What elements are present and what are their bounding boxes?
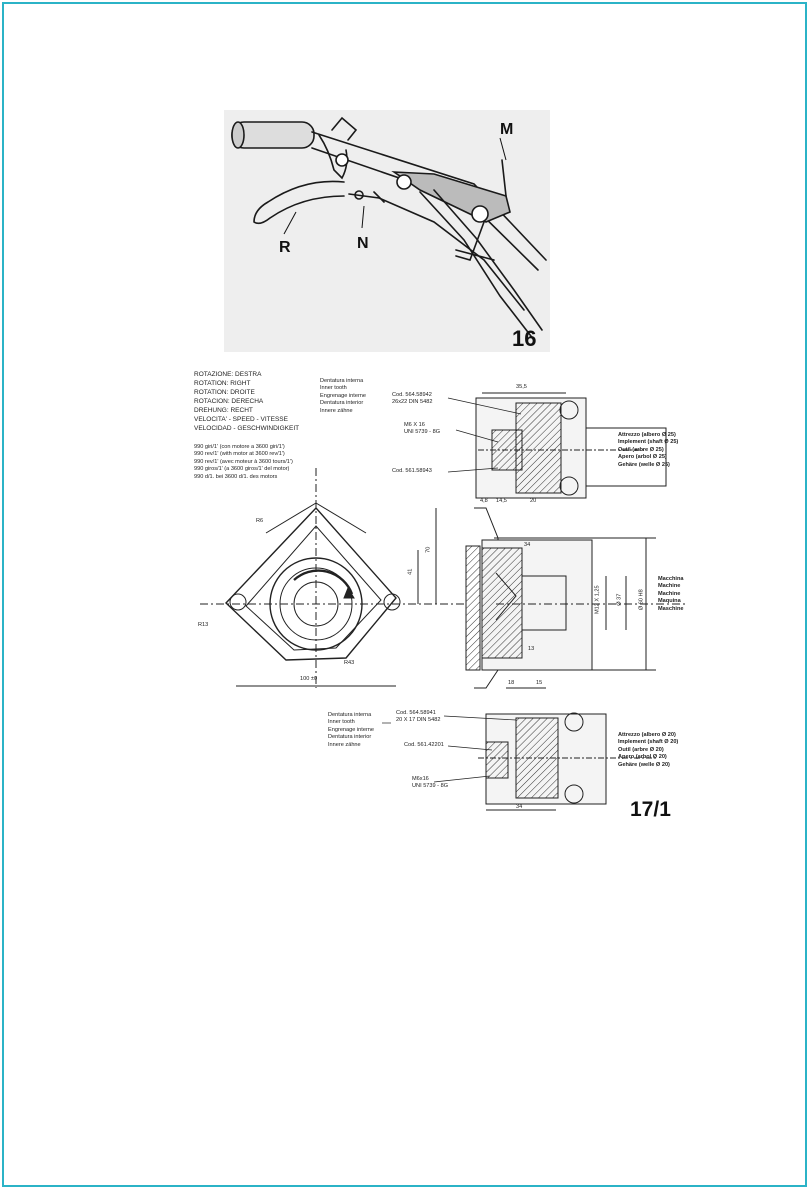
dim-70: 70: [425, 546, 432, 553]
dim-4-8: 4,8: [480, 498, 488, 504]
dim-18: 18: [508, 680, 515, 686]
inner-tooth-line: Inner tooth: [320, 385, 347, 392]
rotation-line: ROTATION: RIGHT: [194, 380, 251, 387]
screw-line: M6 X 16: [404, 422, 425, 428]
dim-r13: R13: [198, 622, 209, 628]
screw-bottom: [412, 776, 448, 791]
speed-title: VELOCIDAD - GESCHWINDIGKEIT: [194, 425, 300, 432]
cod-bottom-2: Cod. 561.42201: [404, 742, 444, 748]
screw-line: M6x16: [412, 776, 429, 782]
implement-line: Outil (arbre Ø 25): [618, 446, 664, 453]
speed-title: VELOCITA' - SPEED - VITESSE: [194, 416, 288, 423]
dim-m12: M12 X 1,25: [594, 585, 601, 615]
implement-line: Outil (arbre Ø 20): [618, 746, 664, 753]
dim-d37: Ø 37: [616, 593, 623, 606]
machine-line: Maschine: [658, 605, 684, 612]
cod-line: Cod. 564.58942: [392, 392, 432, 398]
inner-tooth-line: Inner tooth: [328, 719, 355, 726]
rotation-line: ROTATION: DROITE: [194, 389, 255, 396]
inner-tooth-line: Dentatura interna: [328, 712, 372, 718]
machine-line: Macchina: [658, 576, 684, 582]
implement-line: Gehäre (welle Ø 25): [618, 461, 670, 468]
screw-line: UNI 5739 - 8G: [412, 783, 449, 790]
dim-d60: Ø 60 H8: [638, 589, 645, 611]
machine-label: [658, 576, 684, 613]
speed-list: [194, 444, 293, 481]
dim-34-bottom: 34: [516, 804, 523, 810]
dim-35-5: 35,5: [516, 384, 527, 390]
machine-line: Machine: [658, 590, 681, 597]
implement-line: Gehäre (welle Ø 20): [618, 761, 670, 768]
inner-tooth-line: Innere zähne: [328, 741, 361, 748]
dim-r6: R6: [256, 518, 264, 524]
inner-tooth-line: Engrenage interne: [320, 392, 367, 399]
figure-16: [224, 110, 550, 352]
label-r: R: [279, 239, 291, 256]
inner-tooth-bottom: [328, 712, 374, 749]
machine-line: Maquina: [658, 598, 681, 605]
speed-line: 990 rev/1' (with motor at 3600 rev/1'): [194, 451, 285, 458]
speed-line: 990 rev/1' (avec moteur à 3600 tours/1'): [194, 458, 293, 465]
cod-bottom: [396, 710, 440, 725]
inner-tooth-line: Dentatura interior: [320, 400, 364, 407]
inner-tooth-line: Engrenage interne: [328, 726, 375, 733]
label-m: M: [500, 121, 514, 138]
cod-top-2: Cod. 561.58943: [392, 468, 432, 474]
inner-tooth-line: Dentatura interna: [320, 378, 364, 384]
dim-20: 20: [530, 498, 537, 504]
dim-r43: R43: [344, 660, 355, 666]
speed-line: 990 giros/1' (a 3600 giros/1' del motor): [194, 466, 290, 473]
screw-line: UNI 5739 - 8G: [404, 429, 441, 436]
dim-41: 41: [407, 568, 414, 575]
handlebar-lever-drawing: [224, 110, 550, 352]
implement-line: Implement (shaft Ø 20): [618, 739, 679, 746]
speed-line: 990 d/1. bei 3600 d/1. des motors: [194, 473, 278, 480]
cod-line: 26x22 DIN 5482: [392, 399, 433, 406]
implement-line: Apero (arbol Ø 20): [618, 754, 667, 761]
inner-tooth-line: Dentatura interior: [328, 734, 372, 741]
speed-line: 990 giri/1' (con motore a 3600 giri/1'): [194, 444, 285, 450]
implement-line: Apero (arbol Ø 25): [618, 454, 667, 461]
screw-top: [404, 422, 440, 437]
figure-17-1: [186, 358, 696, 828]
dim-34-top: 34: [524, 542, 531, 548]
implement-line: Implement (shaft Ø 25): [618, 439, 679, 446]
dim-13: 13: [528, 646, 535, 652]
dim-100: 100 ±0: [300, 676, 318, 682]
cod-top: [392, 392, 432, 407]
figure-16-number: 16: [512, 326, 537, 351]
implement-bottom: [618, 732, 678, 769]
figure-17-number: 17/1: [630, 798, 671, 821]
dim-14-5: 14,5: [496, 498, 507, 504]
cod-line: 20 X 17 DIN 5482: [396, 717, 441, 724]
implement-line: Attrezzo (albero Ø 20): [618, 732, 676, 738]
rotation-line: DREHUNG: RECHT: [194, 407, 253, 414]
dim-15: 15: [536, 680, 543, 686]
implement-line: Attrezzo (albero Ø 25): [618, 432, 676, 438]
inner-tooth-top: [320, 378, 366, 415]
rotation-line: ROTAZIONE: DESTRA: [194, 371, 262, 378]
rotation-block: [194, 370, 299, 433]
label-n: N: [357, 235, 369, 252]
inner-tooth-line: Innere zähne: [320, 407, 353, 414]
cod-line: Cod. 564.58941: [396, 710, 436, 716]
rotation-line: ROTACION: DERECHA: [194, 398, 264, 405]
machine-line: Machine: [658, 583, 681, 590]
implement-top: [618, 432, 678, 469]
